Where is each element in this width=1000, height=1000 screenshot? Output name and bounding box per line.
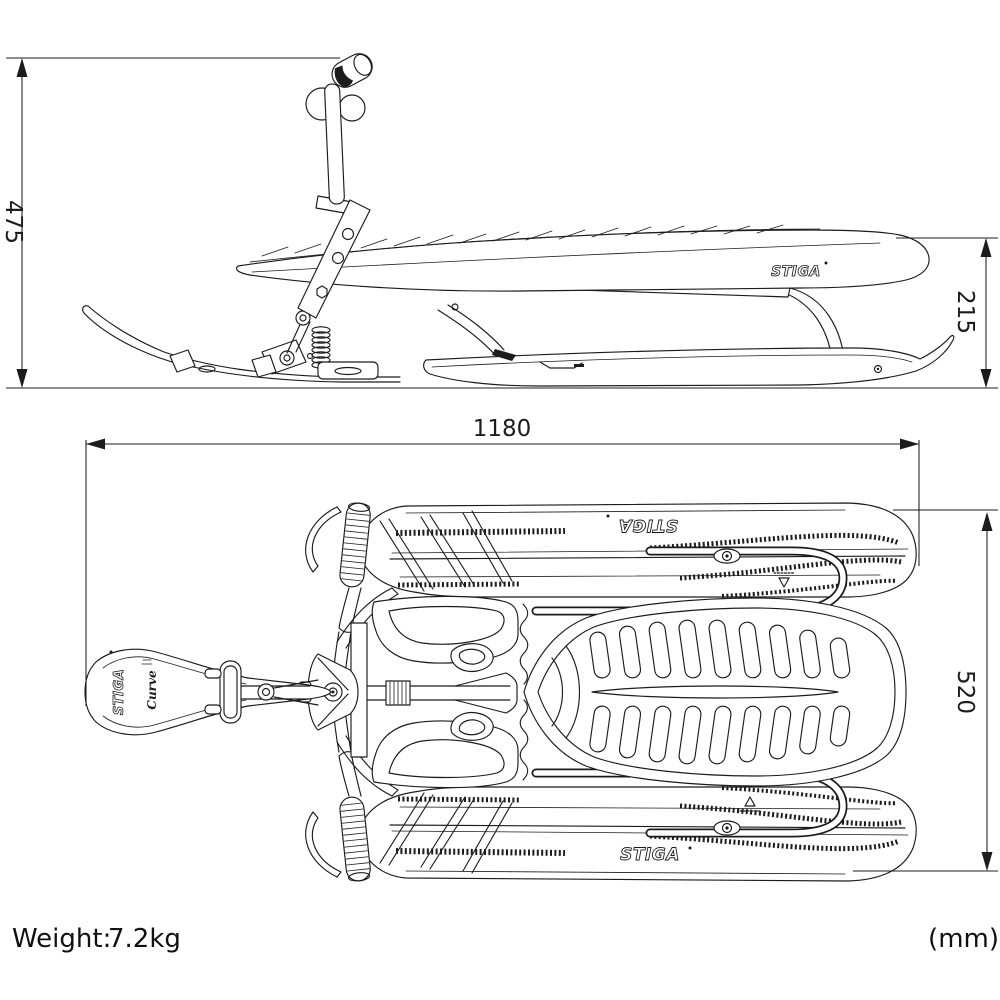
dim-label-520: 520 — [952, 670, 978, 714]
handlebar-grip-top-view — [339, 502, 372, 588]
arrow-215-bottom — [981, 369, 992, 388]
weight-value: 7.2kg — [108, 924, 181, 954]
arrow-520-top — [982, 512, 993, 531]
rod-joint — [258, 684, 274, 700]
ski-foot-pad — [318, 362, 378, 379]
t-bar-peg-upper — [205, 669, 221, 678]
top-view — [85, 502, 916, 882]
shaft-fork — [455, 673, 506, 713]
top-ski-lower-logo-dot — [689, 847, 692, 850]
hub-eye-dot — [332, 691, 335, 694]
handle-loop — [451, 644, 493, 672]
arrow-1180-right — [900, 439, 919, 450]
footer-notes — [12, 924, 999, 954]
handlebar-grip-right-end — [339, 95, 365, 121]
side-view — [83, 49, 954, 386]
steering-t-bar — [220, 661, 241, 723]
arrow-1180-left — [86, 439, 105, 450]
arrow-475-bottom — [17, 369, 28, 388]
front-ski-block — [170, 350, 195, 372]
front-ski-stiga-logo: STIGA — [112, 668, 127, 716]
dim-label-1180: 1180 — [472, 416, 532, 442]
front-ski-tip — [83, 306, 88, 313]
units-note: (mm) — [928, 924, 999, 954]
ski-eye-rivet-dot — [725, 554, 728, 557]
top-ski-upper-logo-dot — [607, 515, 610, 518]
dim-label-475: 475 — [0, 200, 26, 244]
footboard-wavy-edge — [520, 604, 528, 684]
brake-loop — [306, 507, 341, 572]
arrow-475-top — [17, 58, 28, 77]
rear-ski-rivet-dot — [877, 368, 879, 370]
t-bar-peg-lower — [205, 705, 221, 714]
front-ski-curve-logo: Curve — [145, 670, 159, 710]
footrest-arm — [448, 305, 504, 350]
arrow-215-top — [981, 238, 992, 257]
side-seat-stiga-logo: STIGA — [771, 264, 821, 280]
rear-ski-dark-mark — [574, 364, 584, 367]
front-ski-logo-dot — [110, 651, 113, 654]
side-logo-dot — [825, 262, 828, 265]
rear-ski-side — [424, 336, 954, 386]
shaft-end-cap — [506, 673, 517, 713]
dim-label-215: 215 — [952, 290, 978, 334]
seat-pad-top-view — [524, 598, 906, 786]
weight-label: Weight: — [12, 924, 112, 954]
top-ski-lower-stiga-logo: STIGA — [620, 845, 680, 865]
arrow-520-bottom — [982, 852, 993, 871]
top-ski-upper-stiga-logo: STIGA — [618, 515, 678, 535]
